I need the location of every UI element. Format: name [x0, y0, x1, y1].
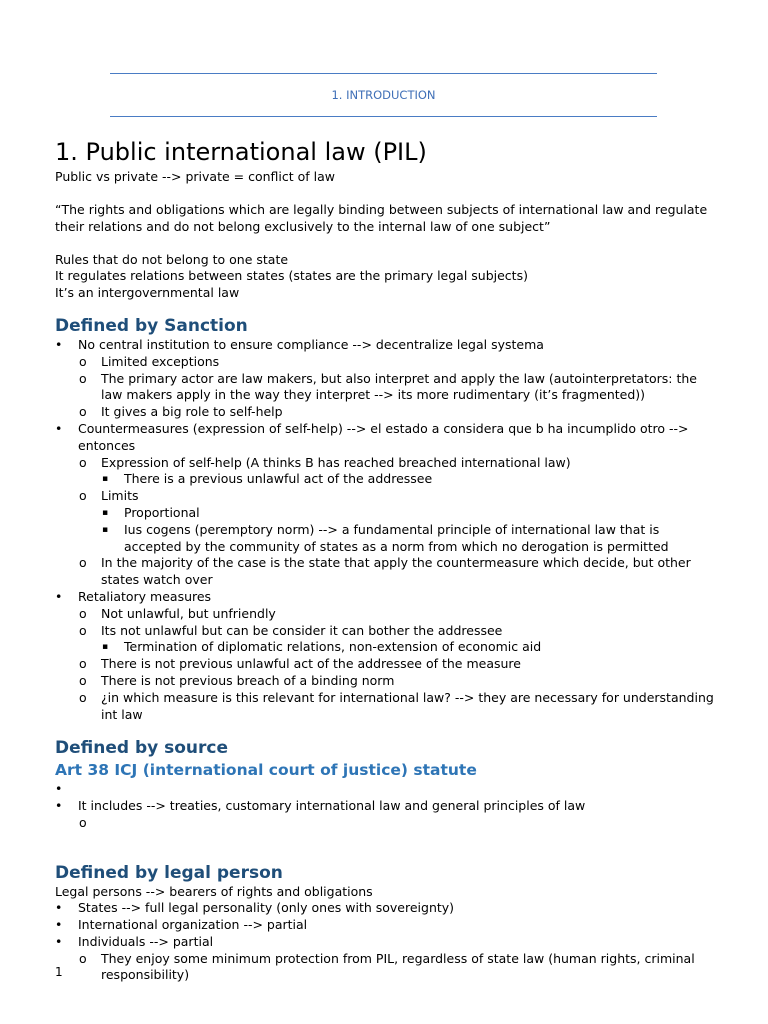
- list-item: o Its not unlawful but can be consider it can bother the addressee: [79, 622, 503, 638]
- list-item: o Expression of self-help (A thinks B has reached breached international law): [79, 454, 571, 470]
- bullet-icon: o: [79, 689, 87, 705]
- bullet-icon: •: [55, 798, 63, 814]
- bullet-icon: ▪: [102, 642, 109, 653]
- bullet-icon: o: [79, 555, 87, 571]
- definition-quote: “The rights and obligations which are legally binding between subjects of international law and regulate their relations and do not belong exclusively to the internal law of one subject”: [55, 202, 708, 234]
- intro-paragraph: Public vs private --> private = conflict of law: [55, 169, 336, 184]
- list-item: • States --> full legal personality (only ones with sovereignty): [55, 900, 455, 916]
- bullet-icon: o: [79, 950, 87, 966]
- bullet-icon: o: [79, 488, 87, 504]
- list-item: • International organization --> partial: [55, 917, 308, 933]
- list-item: • Individuals --> partial: [55, 933, 214, 949]
- bullet-icon: ▪: [102, 507, 109, 518]
- intro-line: Rules that do not belong to one state: [55, 251, 289, 267]
- bullet-icon: o: [79, 814, 87, 830]
- list-item: ▪ Proportional: [102, 504, 200, 520]
- list-item: ▪ There is a previous unlawful act of the addressee: [102, 471, 433, 487]
- bullet-icon: o: [79, 353, 87, 369]
- bullet-icon: ▪: [102, 524, 109, 535]
- bullet-icon: •: [55, 420, 63, 436]
- intro-line: It’s an intergovernmental law: [55, 284, 240, 300]
- page-header: [110, 73, 657, 117]
- bullet-icon: •: [55, 917, 63, 933]
- list-item: • It includes --> treaties, customary international law and general principles of law: [55, 798, 586, 814]
- sanction-list: [55, 337, 720, 723]
- bullet-icon: •: [55, 337, 63, 352]
- bullet-icon: o: [79, 370, 87, 386]
- bullet-icon: o: [79, 622, 87, 638]
- list-item: o It gives a big role to self-help: [79, 404, 283, 420]
- list-item: • Retaliatory measures: [55, 588, 212, 604]
- page-number: 1: [55, 965, 63, 979]
- subsection-heading-art38: Art 38 ICJ (international court of justice) statute: [55, 761, 477, 780]
- list-item: o There is not previous breach of a binding norm: [79, 672, 395, 688]
- page-content: [55, 135, 720, 984]
- source-list: [55, 781, 720, 831]
- list-item: o Not unlawful, but unfriendly: [79, 605, 276, 621]
- bullet-icon: •: [55, 588, 63, 604]
- bullet-icon: o: [79, 605, 87, 621]
- list-item: o The primary actor are law makers, but also interpret and apply the law (autointerpretators: the law makers apply in the way they interpret --> its more rudimentary (it’s fragmented)): [79, 370, 697, 403]
- section-heading-source: Defined by source: [55, 738, 229, 759]
- list-item: o Limited exceptions: [79, 353, 220, 369]
- header-title: 1. INTRODUCTION: [331, 88, 436, 102]
- list-item-empty: [55, 815, 720, 832]
- bullet-icon: •: [55, 900, 63, 916]
- section-heading-sanction: Defined by Sanction: [55, 316, 248, 336]
- list-item: • No central institution to ensure compliance --> decentralize legal systema: [55, 337, 544, 352]
- list-item: ▪ Termination of diplomatic relations, non-extension of economic aid: [102, 639, 542, 655]
- bullet-icon: ▪: [102, 474, 109, 485]
- list-item: o They enjoy some minimum protection from PIL, regardless of state law (human rights, criminal responsibility): [79, 950, 695, 983]
- bullet-icon: •: [55, 781, 63, 797]
- intro-line: It regulates relations between states (states are the primary legal subjects): [55, 268, 528, 283]
- list-item: o There is not previous unlawful act of the addressee of the measure: [79, 656, 521, 672]
- legal-person-list: [55, 900, 720, 984]
- section-heading-legal-person: Defined by legal person: [55, 862, 283, 883]
- bullet-icon: o: [79, 656, 87, 672]
- list-item: o In the majority of the case is the state that apply the countermeasure which decide, but other states watch over: [79, 555, 691, 588]
- list-item: ▪ Ius cogens (peremptory norm) --> a fundamental principle of international law that is accepted by the community of states as a norm from which no derogation is permitted: [102, 521, 669, 554]
- bullet-icon: o: [79, 672, 87, 688]
- bullet-icon: •: [55, 933, 63, 949]
- list-item: • Countermeasures (expression of self-help) --> el estado a considera que b ha incumplido otro --> entonces: [55, 420, 689, 453]
- list-item-empty: [55, 781, 720, 798]
- bullet-icon: o: [79, 404, 87, 420]
- bullet-icon: o: [79, 454, 87, 470]
- legal-person-intro: Legal persons --> bearers of rights and obligations: [55, 883, 373, 899]
- page-title: 1. Public international law (PIL): [55, 138, 427, 166]
- list-item: o ¿in which measure is this relevant for international law? --> they are necessary for understanding int law: [79, 689, 714, 722]
- list-item: o Limits: [79, 488, 139, 504]
